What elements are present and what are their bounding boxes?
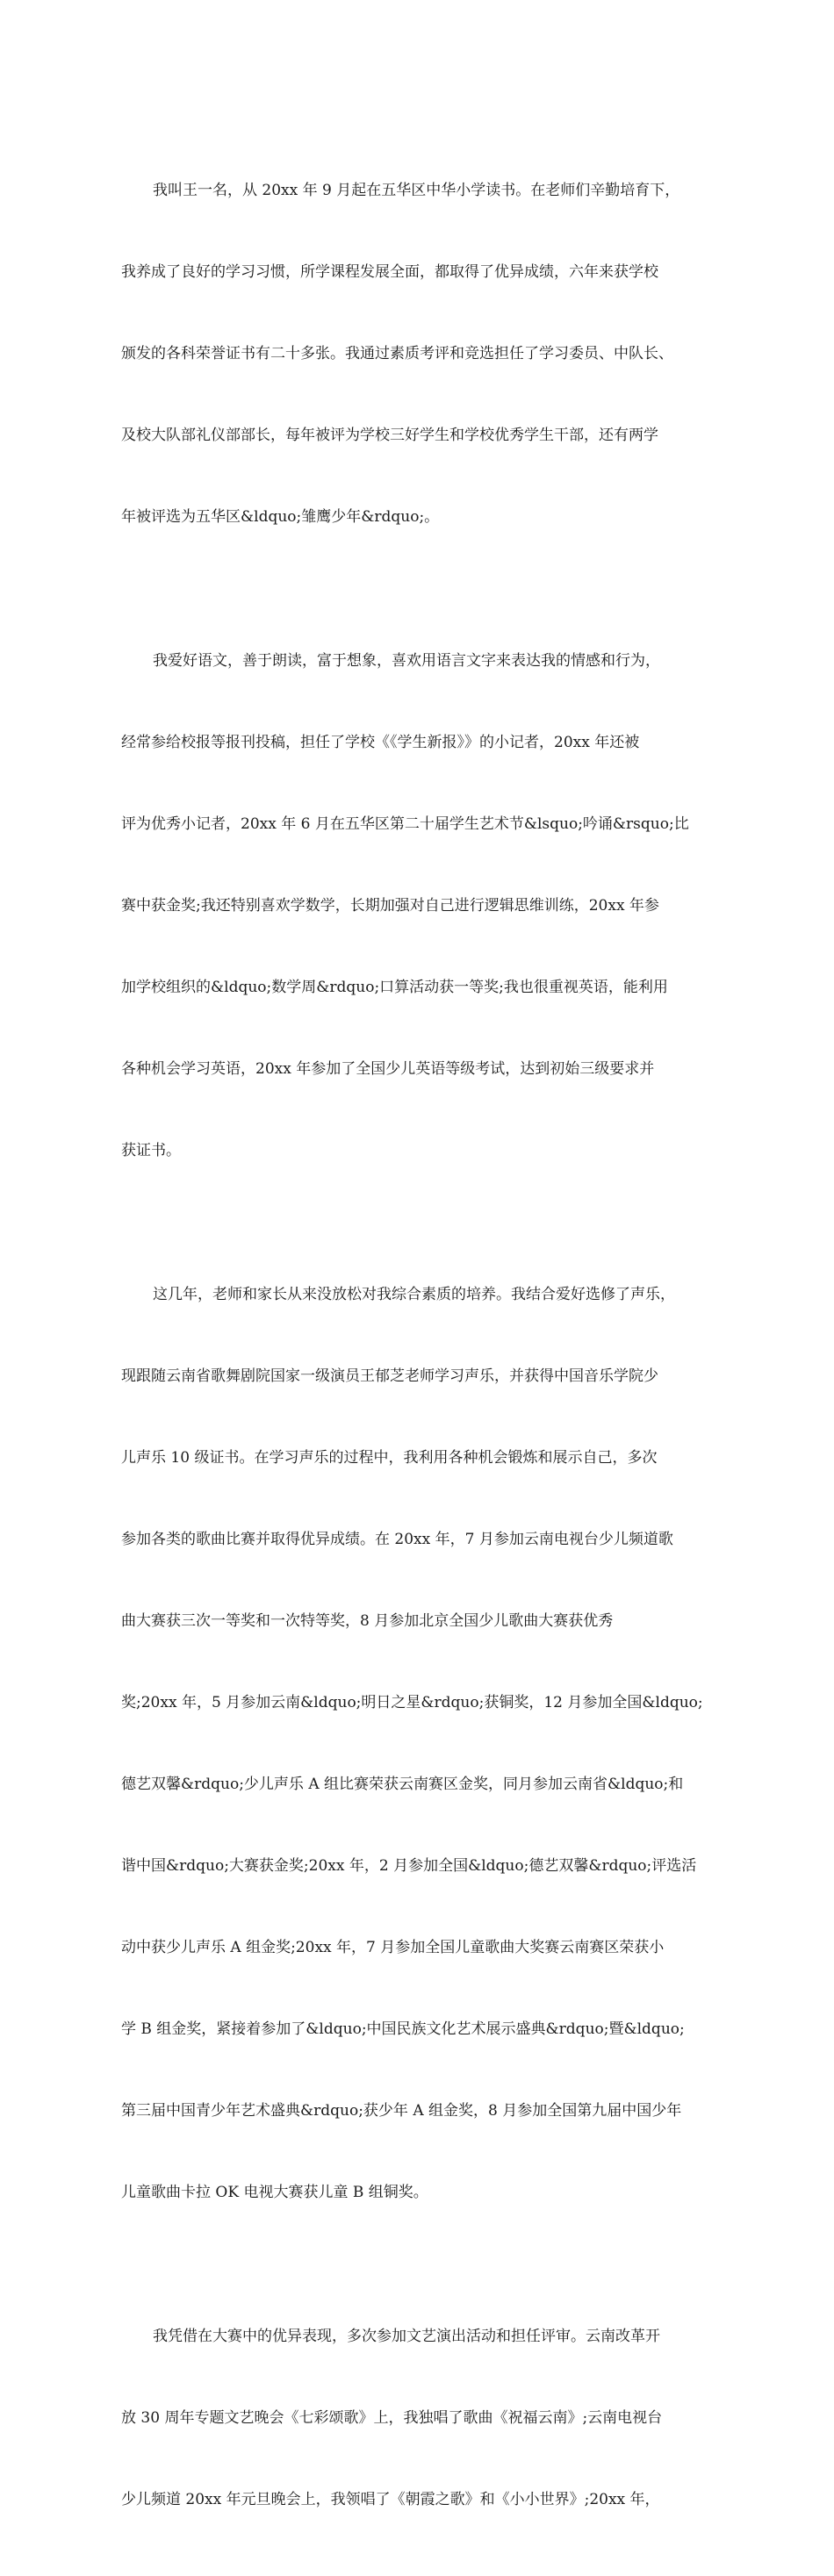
text-line: 加学校组织的&ldquo;数学周&rdquo;口算活动获一等奖;我也很重视英语，能利用 [121,979,668,996]
text-line: 这几年，老师和家长从来没放松对我综合素质的培养。我结合爱好选修了声乐， [153,1286,675,1303]
text-line: 现跟随云南省歌舞剧院国家一级演员王郁芝老师学习声乐，并获得中国音乐学院少 [121,1367,658,1385]
paragraph-2 [121,593,718,1219]
text-line: 我叫王一名，从 20xx 年 9 月起在五华区中华小学读书。在老师们辛勤培育下， [153,182,680,199]
document-body [121,123,718,2576]
paragraph-1 [121,123,718,585]
text-line: 及校大队部礼仪部部长，每年被评为学校三好学生和学校优秀学生干部，还有两学 [121,427,658,444]
text-line: 德艺双馨&rdquo;少儿声乐 A 组比赛荣获云南赛区金奖，同月参加云南省&ldquo;和 [121,1776,684,1793]
text-line: 赛中获金奖;我还特别喜欢学数学，长期加强对自己进行逻辑思维训练，20xx 年参 [121,897,659,915]
paragraph-3 [121,1227,718,2261]
text-line: 谐中国&rdquo;大赛获金奖;20xx 年，2 月参加全国&ldquo;德艺双馨&rdquo;评选活 [121,1857,697,1875]
text-line: 曲大赛获三次一等奖和一次特等奖，8 月参加北京全国少儿歌曲大赛获优秀 [121,1612,614,1630]
text-line: 颁发的各科荣誉证书有二十多张。我通过素质考评和竞选担任了学习委员、中队长、 [121,345,673,362]
text-line: 参加各类的歌曲比赛并取得优异成绩。在 20xx 年，7 月参加云南电视台少儿频道歌 [121,1531,673,1548]
text-line: 儿声乐 10 级证书。在学习声乐的过程中，我利用各种机会锻炼和展示自己，多次 [121,1449,658,1467]
text-line: 动中获少儿声乐 A 组金奖;20xx 年，7 月参加全国儿童歌曲大奖赛云南赛区荣获小 [121,1939,665,1956]
text-line: 学 B 组金奖，紧接着参加了&ldquo;中国民族文化艺术展示盛典&rdquo;暨&ldquo; [121,2020,685,2038]
text-line: 少儿频道 20xx 年元旦晚会上，我领唱了《朝霞之歌》和《小小世界》;20xx 年， [121,2491,660,2508]
text-line: 放 30 周年专题文艺晚会《七彩颂歌》上，我独唱了歌曲《祝福云南》;云南电视台 [121,2409,663,2427]
text-line: 我凭借在大赛中的优异表现，多次参加文艺演出活动和担任评审。云南改革开 [153,2328,660,2345]
text-line: 奖;20xx 年，5 月参加云南&ldquo;明日之星&rdquo;获铜奖，12 月参加全国&ldquo; [121,1694,703,1711]
text-line: 评为优秀小记者，20xx 年 6 月在五华区第二十届学生艺术节&lsquo;吟诵&rsquo;比 [121,815,689,833]
text-line: 我爱好语文，善于朗读，富于想象，喜欢用语言文字来表达我的情感和行为， [153,652,660,670]
text-line: 第三届中国青少年艺术盛典&rdquo;获少年 A 组金奖，8 月参加全国第九届中国少年 [121,2102,682,2120]
text-line: 我养成了良好的学习习惯，所学课程发展全面，都取得了优异成绩，六年来获学校 [121,263,658,281]
paragraph-4 [121,2269,718,2568]
text-line: 儿童歌曲卡拉 OK 电视大赛获儿童 B 组铜奖。 [121,2184,428,2201]
text-line: 各种机会学习英语，20xx 年参加了全国少儿英语等级考试，达到初始三级要求并 [121,1060,655,1078]
text-line: 年被评选为五华区&ldquo;雏鹰少年&rdquo;。 [121,508,440,526]
text-line: 经常参给校报等报刊投稿，担任了学校《《学生新报》》的小记者，20xx 年还被 [121,734,640,751]
text-line: 获证书。 [121,1142,181,1159]
